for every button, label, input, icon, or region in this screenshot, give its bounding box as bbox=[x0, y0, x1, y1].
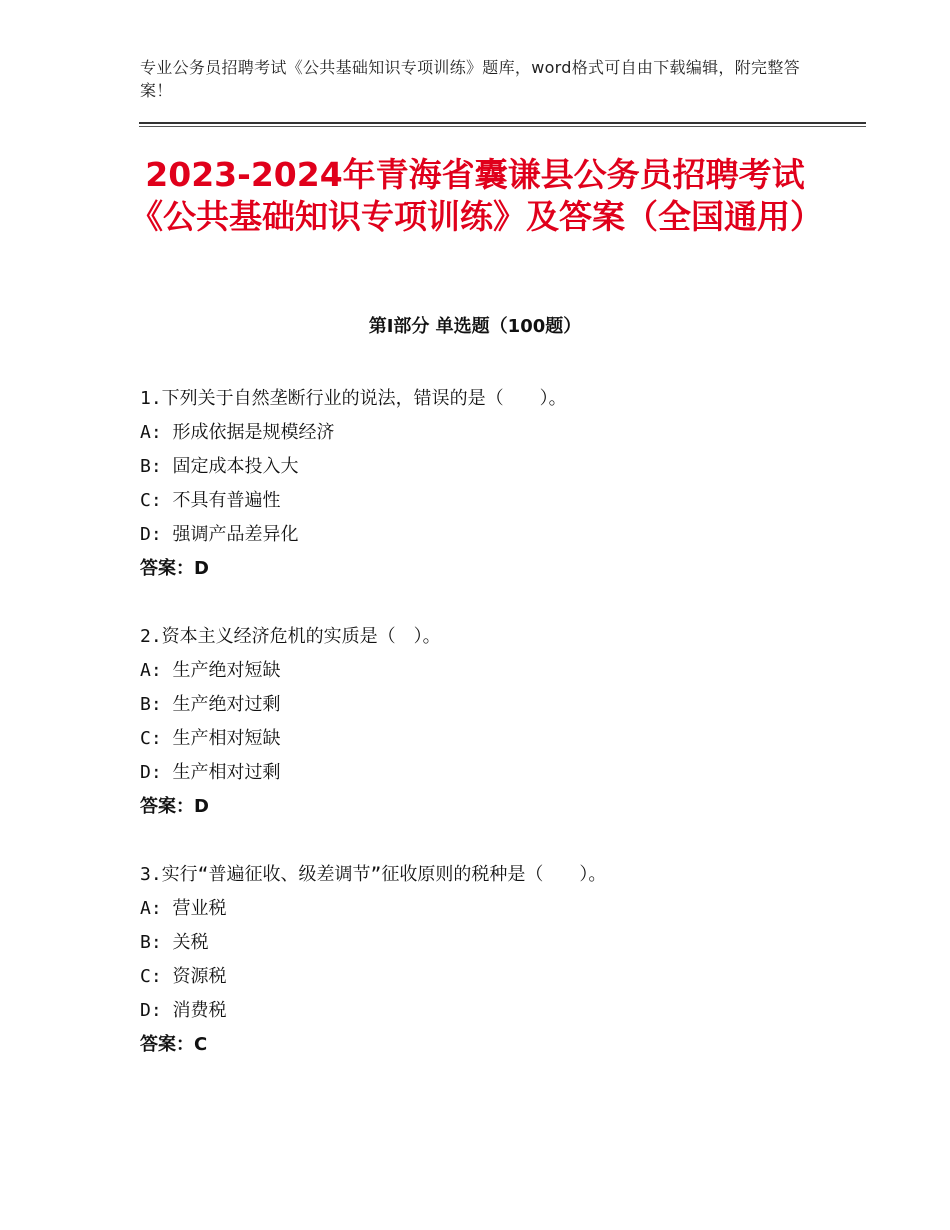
option-a: A: 营业税 bbox=[140, 898, 227, 919]
question-stem: 1.下列关于自然垄断行业的说法，错误的是（ ）。 bbox=[140, 388, 567, 409]
option-b: B: 关税 bbox=[140, 932, 209, 953]
question-item bbox=[140, 382, 840, 586]
question-item bbox=[140, 858, 840, 1062]
option-c: C: 生产相对短缺 bbox=[140, 728, 281, 749]
option-b: B: 固定成本投入大 bbox=[140, 456, 299, 477]
option-a: A: 形成依据是规模经济 bbox=[140, 422, 335, 443]
option-d: D: 消费税 bbox=[140, 1000, 227, 1021]
option-c: C: 资源税 bbox=[140, 966, 227, 987]
header-divider-thin bbox=[139, 126, 866, 127]
document-title: 2023-2024年青海省囊谦县公务员招聘考试《公共基础知识专项训练》及答案（全国通用） bbox=[130, 155, 823, 236]
answer-line: 答案：D bbox=[140, 558, 209, 579]
header-divider-thick bbox=[139, 122, 866, 124]
question-stem: 2.资本主义经济危机的实质是（ ）。 bbox=[140, 626, 441, 647]
option-d: D: 生产相对过剩 bbox=[140, 762, 281, 783]
answer-line: 答案：C bbox=[140, 1034, 208, 1055]
question-item bbox=[140, 620, 840, 824]
option-c: C: 不具有普遍性 bbox=[140, 490, 281, 511]
answer-line: 答案：D bbox=[140, 796, 209, 817]
question-stem: 3.实行“普遍征收、级差调节”征收原则的税种是（ ）。 bbox=[140, 864, 607, 885]
option-b: B: 生产绝对过剩 bbox=[140, 694, 281, 715]
option-a: A: 生产绝对短缺 bbox=[140, 660, 281, 681]
header-note: 专业公务员招聘考试《公共基础知识专项训练》题库，word格式可自由下载编辑，附完整答案！ bbox=[140, 58, 800, 100]
question-list bbox=[140, 382, 840, 1096]
option-d: D: 强调产品差异化 bbox=[140, 524, 299, 545]
section-heading: 第Ⅰ部分 单选题（100题） bbox=[368, 316, 582, 337]
